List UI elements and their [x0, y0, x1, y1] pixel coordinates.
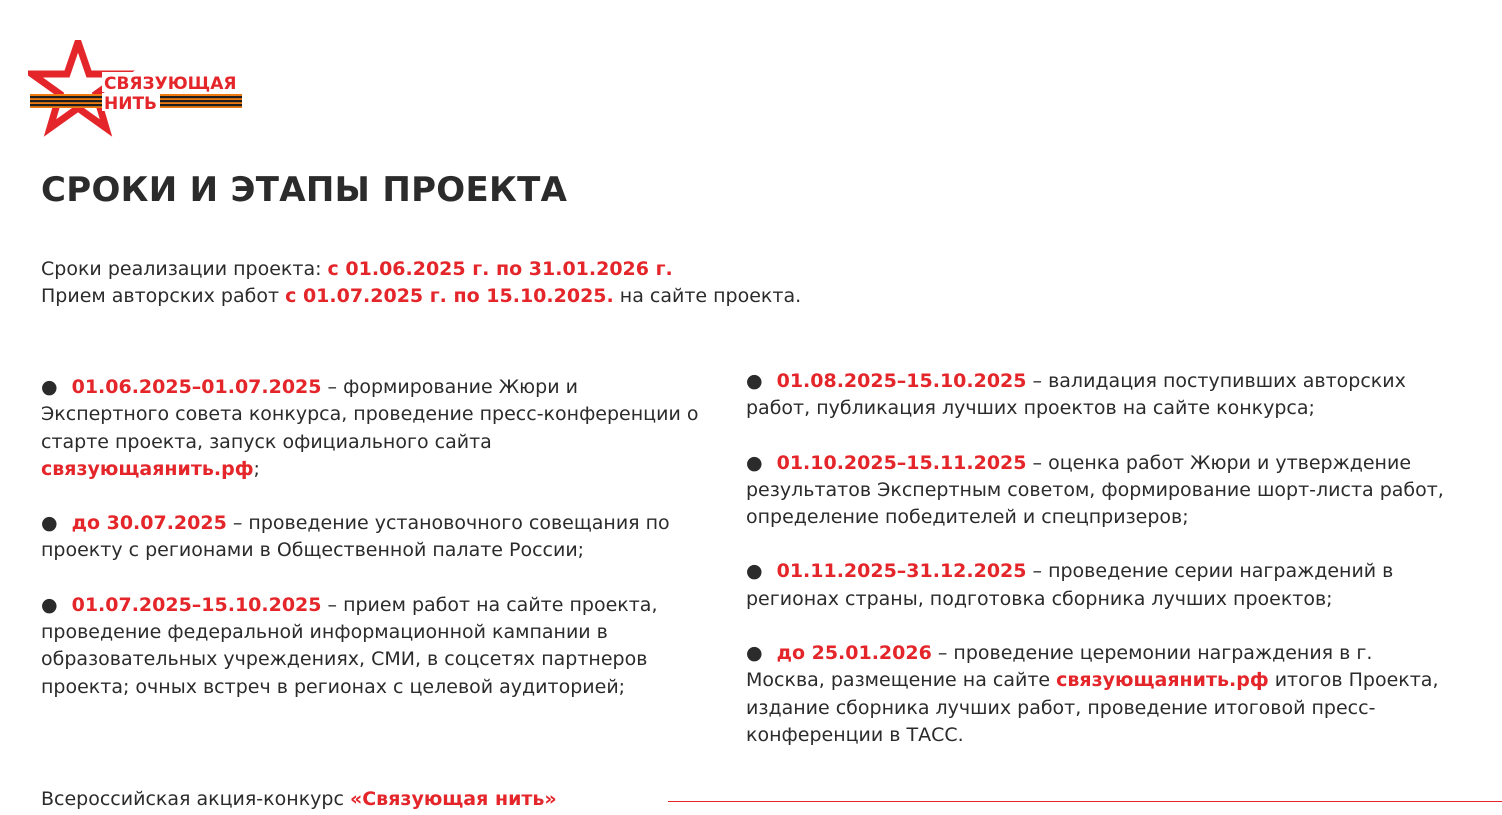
stages-right-column	[746, 368, 1446, 776]
stage-text: – проведение серии награждений в регионах страны, подготовка сборника лучших проектов;	[746, 560, 1394, 610]
logo-text-line2: НИТЬ	[104, 94, 158, 114]
page-title: СРОКИ И ЭТАПЫ ПРОЕКТА	[41, 170, 568, 210]
stage-item: ● 01.06.2025–01.07.2025 – формирование Жюри и Экспертного совета конкурса, проведение пресс-конференции о старте проекта, запуск официального сайта связующаянить.рф;	[41, 376, 699, 480]
stage-date: 01.06.2025–01.07.2025	[71, 376, 322, 398]
stage-item	[746, 558, 1446, 613]
stage-date: 01.07.2025–15.10.2025	[71, 593, 322, 616]
intro-line-2: Прием авторских работ с 01.07.2025 г. по 15.10.2025. на сайте проекта.	[41, 285, 802, 307]
stage-item	[41, 510, 711, 565]
stage-item	[41, 592, 711, 701]
bullet-icon: ●	[41, 512, 58, 535]
footer-divider	[668, 801, 1502, 802]
footer-project-name: «Связующая нить»	[349, 788, 557, 810]
intro-block	[41, 256, 801, 310]
stage-text: – прием работ на сайте проекта, проведение федеральной информационной кампании в образовательных учреждениях, СМИ, в соцсетях партнеров проекта; очных встреч в регионах с целевой аудиторией;	[41, 593, 658, 698]
stage-date: до 25.01.2026	[776, 642, 932, 665]
stage-date: 01.11.2025–31.12.2025	[776, 560, 1027, 583]
footer-caption: Всероссийская акция-конкурс «Связующая нить»	[41, 788, 557, 810]
bullet-icon: ●	[746, 451, 763, 474]
site-link[interactable]: связующаянить.рф	[1056, 669, 1269, 692]
stage-item	[746, 450, 1446, 532]
stage-item	[746, 368, 1446, 423]
stage-text: – проведение установочного совещания по проекту с регионами в Общественной палате России;	[41, 512, 670, 562]
stage-date: до 30.07.2025	[71, 512, 227, 535]
stage-date: 01.10.2025–15.11.2025	[776, 451, 1027, 474]
intro-line-1: Сроки реализации проекта: с 01.06.2025 г. по 31.01.2026 г.	[41, 258, 673, 280]
logo-text-line1: СВЯЗУЮЩАЯ	[104, 74, 237, 94]
bullet-icon: ●	[41, 376, 58, 398]
bullet-icon: ●	[41, 593, 58, 616]
stage-text: – формирование Жюри и Экспертного совета конкурса, проведение пресс-конференции о старте проекта, запуск официального сайта	[41, 376, 699, 453]
stage-text: – проведение церемонии награждения в г. Москва, размещение на сайте	[746, 642, 1373, 692]
stages-left-column	[41, 374, 711, 728]
bullet-icon: ●	[746, 642, 763, 665]
stage-item: ● до 25.01.2026 – проведение церемонии награждения в г. Москва, размещение на сайте связующаянить.рф итогов Проекта, издание сборника лучших работ, проведение итоговой пресс-конференции в ТАСС.	[746, 642, 1439, 746]
bullet-icon: ●	[746, 370, 763, 392]
stage-text: – оценка работ Жюри и утверждение результатов Экспертным советом, формирование шорт-листа работ, определение победителей и спецпризеров;	[746, 451, 1444, 529]
submission-dates: с 01.07.2025 г. по 15.10.2025.	[285, 285, 614, 307]
site-link[interactable]: связующаянить.рф	[41, 457, 254, 480]
logo	[28, 40, 248, 140]
stage-date: 01.08.2025–15.10.2025	[776, 370, 1027, 392]
stage-text: – валидация поступивших авторских работ, публикация лучших проектов на сайте конкурса;	[746, 370, 1406, 420]
star-ribbon-logo-icon	[28, 40, 248, 140]
bullet-icon: ●	[746, 560, 763, 583]
project-dates: с 01.06.2025 г. по 31.01.2026 г.	[327, 258, 673, 280]
